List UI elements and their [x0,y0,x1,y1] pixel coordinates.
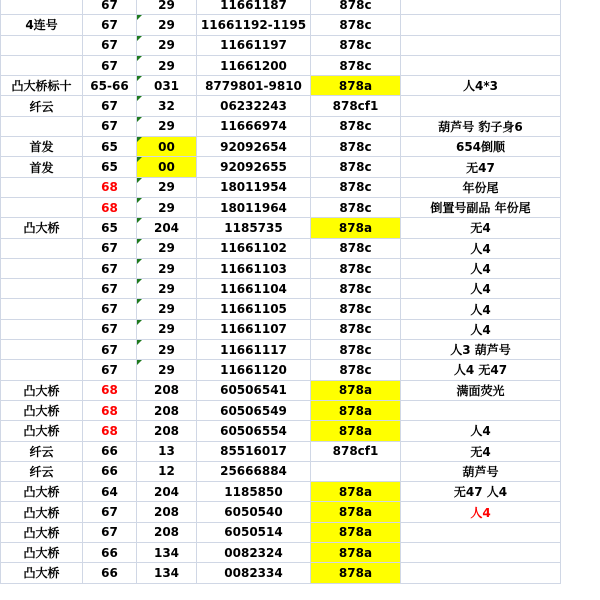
table-row [1,502,561,522]
category-cell[interactable]: 纤云 [1,461,83,481]
remark-cell[interactable]: 人4 [401,421,561,441]
table-row [1,461,561,481]
serial-number-cell[interactable]: 11661197 [197,35,311,55]
remark-cell[interactable]: 人4 [401,238,561,258]
year-cell[interactable]: 66 [83,543,137,563]
category-cell[interactable]: 凸大桥 [1,543,83,563]
type-cell[interactable]: 878c [311,299,401,319]
serial-number-cell[interactable]: 18011954 [197,177,311,197]
code-cell[interactable]: 29 [137,279,197,299]
table-row [1,35,561,55]
year-cell[interactable]: 67 [83,279,137,299]
table-row [1,15,561,35]
remark-cell[interactable] [401,96,561,116]
type-cell[interactable]: 878a [311,502,401,522]
serial-number-cell[interactable]: 60506549 [197,400,311,420]
year-cell[interactable]: 65 [83,218,137,238]
serial-number-cell[interactable]: 11661187 [197,0,311,15]
category-cell[interactable] [1,258,83,278]
category-cell[interactable]: 凸大桥 [1,421,83,441]
year-cell[interactable]: 66 [83,461,137,481]
remark-cell[interactable]: 人4 无47 [401,360,561,380]
code-cell[interactable]: 29 [137,177,197,197]
table-row [1,279,561,299]
type-cell[interactable]: 878c [311,197,401,217]
category-cell[interactable] [1,238,83,258]
code-cell[interactable]: 134 [137,563,197,583]
category-cell[interactable] [1,177,83,197]
year-cell[interactable]: 67 [83,116,137,136]
remark-cell[interactable]: 人4 [401,319,561,339]
serial-number-cell[interactable]: 0082334 [197,563,311,583]
code-cell[interactable]: 00 [137,137,197,157]
serial-number-cell[interactable]: 6050540 [197,502,311,522]
type-cell[interactable]: 878c [311,116,401,136]
year-cell[interactable]: 68 [83,380,137,400]
type-cell[interactable]: 878c [311,258,401,278]
type-cell[interactable]: 878a [311,421,401,441]
serial-number-cell[interactable]: 11661102 [197,238,311,258]
year-cell[interactable]: 67 [83,238,137,258]
serial-number-cell[interactable]: 11661200 [197,55,311,75]
year-cell[interactable]: 66 [83,563,137,583]
remark-cell[interactable] [401,55,561,75]
serial-number-cell[interactable]: 1185735 [197,218,311,238]
table-row [1,96,561,116]
year-cell[interactable]: 67 [83,340,137,360]
table-row [1,116,561,136]
type-cell[interactable]: 878a [311,522,401,542]
remark-cell[interactable] [401,543,561,563]
type-cell[interactable] [311,461,401,481]
year-cell[interactable]: 67 [83,35,137,55]
remark-cell[interactable]: 无47 人4 [401,482,561,502]
type-cell[interactable]: 878c [311,279,401,299]
year-cell[interactable]: 67 [83,299,137,319]
type-cell[interactable]: 878a [311,543,401,563]
serial-number-cell[interactable]: 92092654 [197,137,311,157]
sheet-body [1,0,561,583]
serial-number-cell[interactable]: 06232243 [197,96,311,116]
type-cell[interactable]: 878c [311,340,401,360]
code-cell[interactable]: 29 [137,319,197,339]
serial-number-cell[interactable]: 11661117 [197,340,311,360]
category-cell[interactable]: 首发 [1,157,83,177]
category-cell[interactable]: 纤云 [1,96,83,116]
code-cell[interactable]: 134 [137,543,197,563]
type-cell[interactable]: 878c [311,177,401,197]
type-cell[interactable]: 878c [311,157,401,177]
remark-cell[interactable]: 人4 [401,258,561,278]
type-cell[interactable]: 878a [311,380,401,400]
category-cell[interactable]: 纤云 [1,441,83,461]
serial-number-cell[interactable]: 60506554 [197,421,311,441]
table-row [1,137,561,157]
table-row [1,380,561,400]
table-row [1,157,561,177]
code-cell[interactable]: 29 [137,15,197,35]
remark-cell[interactable]: 葫芦号 [401,461,561,481]
serial-number-cell[interactable]: 11661104 [197,279,311,299]
code-cell[interactable]: 32 [137,96,197,116]
type-cell[interactable]: 878c [311,360,401,380]
code-cell[interactable]: 29 [137,299,197,319]
table-row [1,319,561,339]
code-cell[interactable]: 29 [137,55,197,75]
code-cell[interactable]: 13 [137,441,197,461]
year-cell[interactable]: 67 [83,15,137,35]
serial-number-cell[interactable]: 18011964 [197,197,311,217]
serial-number-cell[interactable]: 60506541 [197,380,311,400]
year-cell[interactable]: 67 [83,96,137,116]
code-cell[interactable]: 12 [137,461,197,481]
serial-number-cell[interactable]: 0082324 [197,543,311,563]
serial-number-cell[interactable]: 11661107 [197,319,311,339]
table-row [1,543,561,563]
remark-cell[interactable]: 人3 葫芦号 [401,340,561,360]
remark-cell[interactable]: 年份尾 [401,177,561,197]
table-row [1,238,561,258]
serial-number-cell[interactable]: 92092655 [197,157,311,177]
remark-cell[interactable] [401,35,561,55]
year-cell[interactable]: 65-66 [83,76,137,96]
category-cell[interactable] [1,319,83,339]
year-cell[interactable]: 67 [83,0,137,15]
code-cell[interactable]: 29 [137,116,197,136]
serial-number-cell[interactable]: 1185850 [197,482,311,502]
table-row [1,441,561,461]
category-cell[interactable]: 凸大桥 [1,563,83,583]
table-row [1,563,561,583]
code-cell[interactable]: 208 [137,380,197,400]
code-cell[interactable]: 208 [137,421,197,441]
year-cell[interactable]: 67 [83,522,137,542]
year-cell[interactable]: 67 [83,258,137,278]
category-cell[interactable] [1,360,83,380]
year-cell[interactable]: 67 [83,360,137,380]
table-row [1,218,561,238]
category-cell[interactable]: 凸大桥标十 [1,76,83,96]
table-row [1,360,561,380]
table-row [1,421,561,441]
remark-cell[interactable]: 人4 [401,279,561,299]
year-cell[interactable]: 67 [83,502,137,522]
remark-cell[interactable]: 人4 [401,299,561,319]
code-cell[interactable]: 208 [137,502,197,522]
type-cell[interactable]: 878a [311,76,401,96]
type-cell[interactable]: 878c [311,0,401,15]
table-row [1,0,561,15]
category-cell[interactable] [1,116,83,136]
type-cell[interactable]: 878c [311,137,401,157]
category-cell[interactable]: 凸大桥 [1,400,83,420]
category-cell[interactable]: 凸大桥 [1,502,83,522]
remark-cell[interactable] [401,15,561,35]
code-cell[interactable]: 29 [137,360,197,380]
category-cell[interactable]: 4连号 [1,15,83,35]
type-cell[interactable]: 878a [311,482,401,502]
code-cell[interactable]: 29 [137,197,197,217]
type-cell[interactable]: 878c [311,55,401,75]
type-cell[interactable]: 878cf1 [311,441,401,461]
code-cell[interactable]: 204 [137,218,197,238]
remark-cell[interactable]: 满面荧光 [401,380,561,400]
year-cell[interactable]: 65 [83,157,137,177]
code-cell[interactable]: 00 [137,157,197,177]
type-cell[interactable]: 878c [311,15,401,35]
year-cell[interactable]: 66 [83,441,137,461]
remark-cell[interactable]: 人4 [401,502,561,522]
code-cell[interactable]: 29 [137,340,197,360]
year-cell[interactable]: 64 [83,482,137,502]
year-cell[interactable]: 68 [83,197,137,217]
remark-cell[interactable]: 葫芦号 豹子身6 [401,116,561,136]
category-cell[interactable] [1,0,83,15]
table-row [1,76,561,96]
type-cell[interactable]: 878a [311,563,401,583]
type-cell[interactable]: 878cf1 [311,96,401,116]
type-cell[interactable]: 878c [311,238,401,258]
category-cell[interactable]: 凸大桥 [1,522,83,542]
code-cell[interactable]: 29 [137,258,197,278]
type-cell[interactable]: 878a [311,400,401,420]
category-cell[interactable] [1,299,83,319]
code-cell[interactable]: 204 [137,482,197,502]
serial-number-cell[interactable]: 11661120 [197,360,311,380]
table-row [1,55,561,75]
year-cell[interactable]: 68 [83,400,137,420]
table-row [1,400,561,420]
year-cell[interactable]: 67 [83,55,137,75]
remark-cell[interactable]: 人4*3 [401,76,561,96]
year-cell[interactable]: 68 [83,177,137,197]
remark-cell[interactable]: 无4 [401,218,561,238]
remark-cell[interactable]: 无47 [401,157,561,177]
remark-cell[interactable] [401,522,561,542]
type-cell[interactable]: 878a [311,218,401,238]
serial-number-cell[interactable]: 11661103 [197,258,311,278]
year-cell[interactable]: 68 [83,421,137,441]
type-cell[interactable]: 878c [311,35,401,55]
remark-cell[interactable] [401,400,561,420]
code-cell[interactable]: 031 [137,76,197,96]
table-row [1,340,561,360]
code-cell[interactable]: 29 [137,35,197,55]
serial-number-cell[interactable]: 11661105 [197,299,311,319]
category-cell[interactable]: 凸大桥 [1,380,83,400]
category-cell[interactable] [1,55,83,75]
category-cell[interactable] [1,279,83,299]
table-row [1,482,561,502]
type-cell[interactable]: 878c [311,319,401,339]
remark-cell[interactable]: 倒置号副品 年份尾 [401,197,561,217]
code-cell[interactable]: 29 [137,238,197,258]
category-cell[interactable]: 凸大桥 [1,218,83,238]
category-cell[interactable]: 首发 [1,137,83,157]
remark-cell[interactable]: 无4 [401,441,561,461]
code-cell[interactable]: 29 [137,0,197,15]
year-cell[interactable]: 67 [83,319,137,339]
category-cell[interactable]: 凸大桥 [1,482,83,502]
category-cell[interactable] [1,35,83,55]
code-cell[interactable]: 208 [137,400,197,420]
serial-number-cell[interactable]: 8779801-9810 [197,76,311,96]
remark-cell[interactable] [401,0,561,15]
category-cell[interactable] [1,340,83,360]
serial-number-cell[interactable]: 11666974 [197,116,311,136]
serial-number-cell[interactable]: 6050514 [197,522,311,542]
serial-number-cell[interactable]: 11661192-1195 [197,15,311,35]
remark-cell[interactable]: 654倒顺 [401,137,561,157]
table-row [1,522,561,542]
table-row [1,177,561,197]
table-row [1,258,561,278]
year-cell[interactable]: 65 [83,137,137,157]
category-cell[interactable] [1,197,83,217]
table-row [1,299,561,319]
remark-cell[interactable] [401,563,561,583]
serial-number-cell[interactable]: 25666884 [197,461,311,481]
serial-number-cell[interactable]: 85516017 [197,441,311,461]
code-cell[interactable]: 208 [137,522,197,542]
table-row [1,197,561,217]
